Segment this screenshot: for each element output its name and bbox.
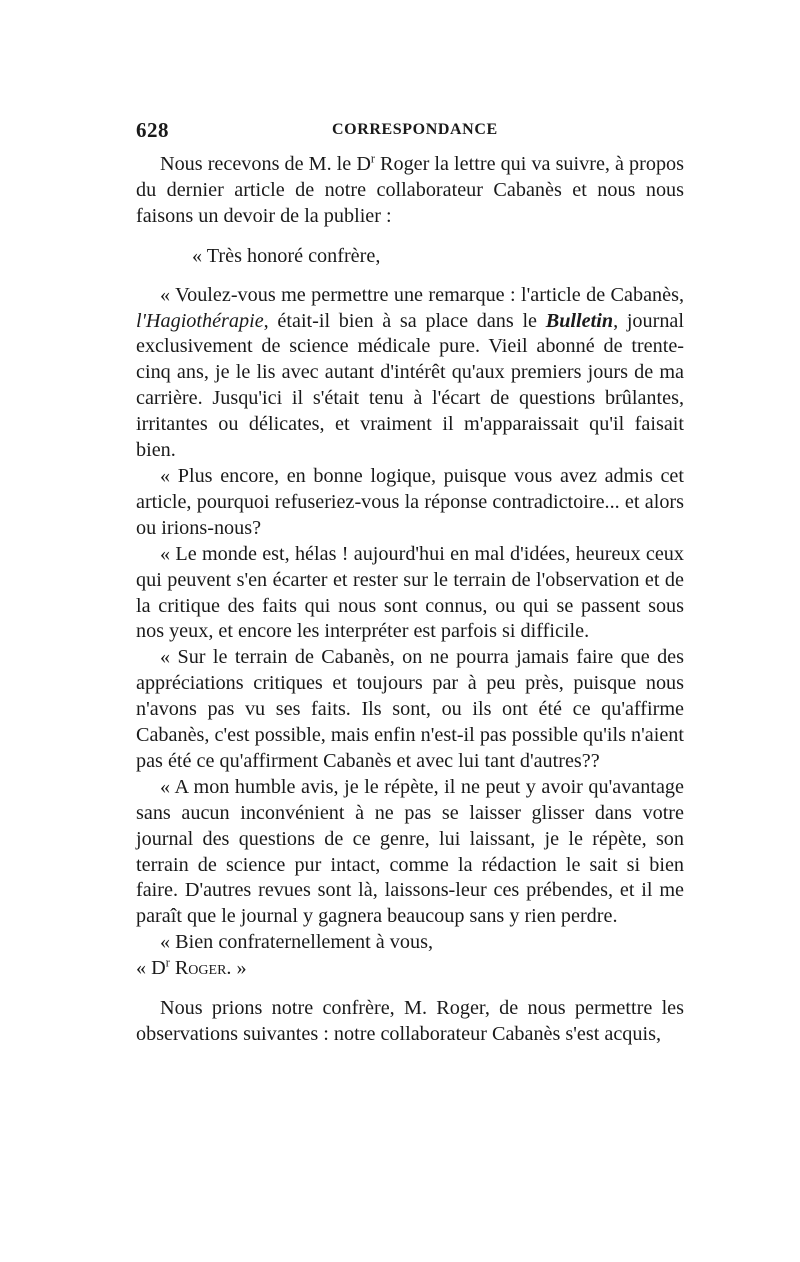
p1-text-a: « Voulez-vous me permettre une remarque : l'article de Cabanès,	[160, 283, 684, 306]
article-title: l'Hagiothérapie	[136, 309, 264, 332]
running-head: CORRESPONDANCE	[332, 121, 498, 138]
intro-text-start: Nous recevons de M. le D	[160, 153, 371, 175]
signature-suffix: . »	[226, 957, 247, 980]
signature-name: Roger	[174, 957, 227, 980]
intro-superscript: r	[370, 151, 375, 166]
letter-paragraph-4: « Sur le terrain de Cabanès, on ne pourra jamais faire que des appréciations critiques et toujours par à peu près, puisque nous n'avons pas vu ses faits. Ils sont, ou ils ont été ce qu'affirme Cabanès, c'est possible, mais enfin n'est-il pas possible qu'ils n'aient pas été ce qu'affirment Cabanès et avec lui tant d'autres??	[136, 646, 684, 772]
letter-closing: « Bien confraternellement à vous,	[160, 931, 433, 954]
signature-superscript: r	[165, 955, 170, 970]
reply-paragraph: Nous prions notre confrère, M. Roger, de nous permettre les observations suivantes : notre collaborateur Cabanès s'est acquis,	[136, 997, 684, 1045]
salutation: « Très honoré confrère,	[192, 244, 381, 267]
p1-text-c: , journal exclusivement de science médicale pure. Vieil abonné de trente-cinq ans, je le lis avec autant d'intérêt qu'aux premiers jours de ma carrière. Jusqu'ici il s'était tenu à l'écart de questions brûlantes, irritantes ou délicates, et vraiment il m'apparaissait qu'il faisait bien.	[136, 309, 684, 462]
page-number: 628	[136, 118, 169, 142]
intro-paragraph	[136, 152, 684, 230]
signature-prefix: « D	[136, 957, 166, 980]
page-body	[136, 152, 684, 1048]
journal-title: Bulletin	[545, 309, 614, 332]
letter-paragraph-2: « Plus encore, en bonne logique, puisque vous avez admis cet article, pourquoi refuseriez-vous la réponse contradictoire... et alors ou irions-nous?	[136, 464, 684, 539]
letter-paragraph-3: « Le monde est, hélas ! aujourd'hui en mal d'idées, heureux ceux qui peuvent s'en écarter et rester sur le terrain de l'observation et de la critique des faits qui nous sont connus, ou qui se passent sous nos yeux, et encore les interpréter est parfois si difficile.	[136, 542, 684, 643]
p1-text-b: , était-il bien à sa place dans le	[263, 309, 546, 332]
letter-paragraph-5: « A mon humble avis, je le répète, il ne peut y avoir qu'avantage sans aucun inconvénient à ne pas se laisser glisser dans votre journal des questions de ce genre, lui laissant, je le répète, son terrain de science pur intact, comme la rédaction le sait si bien faire. D'autres revues sont là, laissons-leur ces prébendes, et il me paraît que le journal y gagnera beaucoup sans y rien perdre.	[136, 775, 684, 928]
letter-signature	[136, 956, 684, 982]
letter-paragraph-1	[136, 283, 684, 464]
intro-text-end: Roger la lettre qui va suivre, à propos du dernier article de notre collaborateur Cabanès et nous nous faisons un devoir de la publier :	[136, 153, 685, 227]
